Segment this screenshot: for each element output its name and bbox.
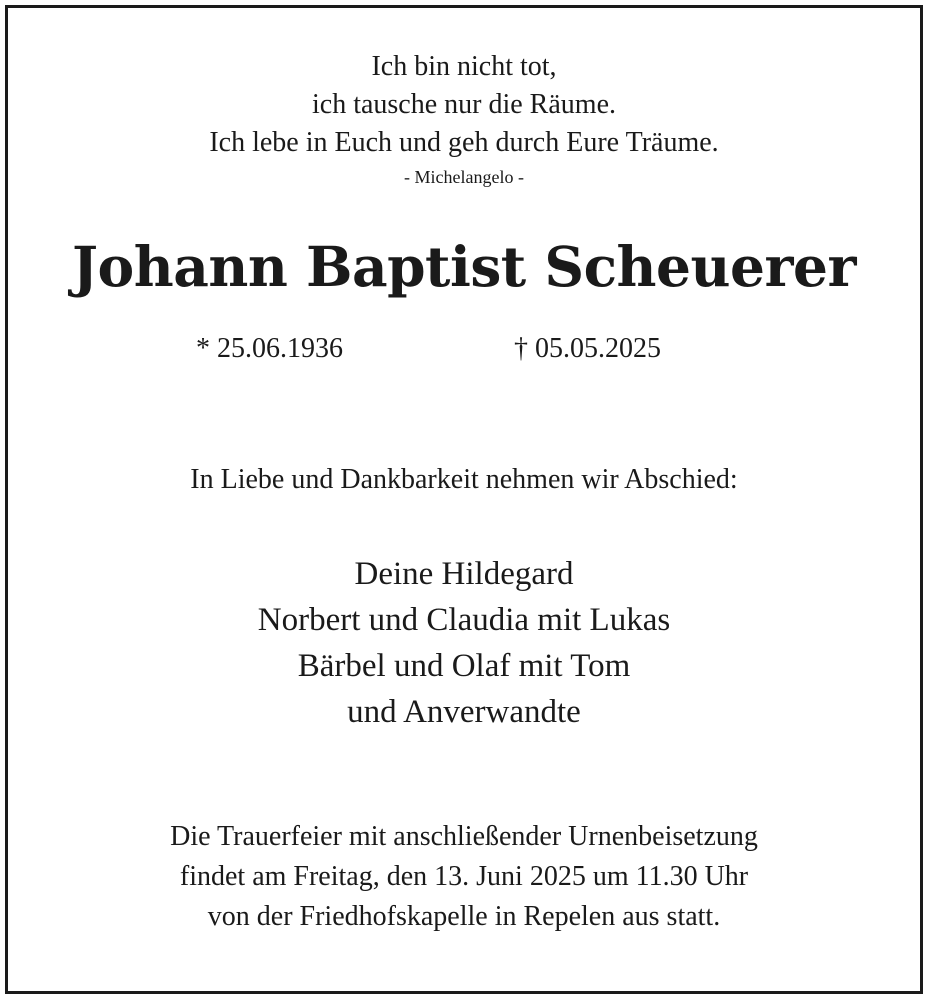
mourner-line-2: Norbert und Claudia mit Lukas	[257, 602, 671, 638]
funeral-notice-line-1: Die Trauerfeier mit anschließender Urnenbeisetzung	[170, 821, 758, 852]
funeral-notice-line-3: von der Friedhofskapelle in Repelen aus statt.	[207, 901, 721, 932]
death-date: † 05.05.2025	[514, 333, 661, 364]
birth-date: * 25.06.1936	[196, 333, 343, 364]
funeral-notice-line-2: findet am Freitag, den 13. Juni 2025 um 11.30 Uhr	[179, 861, 749, 892]
poem-line-3: Ich lebe in Euch und geh durch Eure Träume.	[209, 127, 719, 158]
poem-line-2: ich tausche nur die Räume.	[311, 89, 616, 120]
deceased-name: Johann Baptist Scheuerer	[72, 234, 856, 299]
mourner-line-1: Deine Hildegard	[354, 556, 574, 592]
mourner-line-3: Bärbel und Olaf mit Tom	[297, 648, 631, 684]
farewell-intro: In Liebe und Dankbarkeit nehmen wir Abschied:	[190, 464, 738, 495]
poem-line-1: Ich bin nicht tot,	[371, 51, 557, 82]
mourner-line-4: und Anverwandte	[347, 694, 581, 730]
poem-attribution: - Michelangelo -	[404, 167, 524, 187]
